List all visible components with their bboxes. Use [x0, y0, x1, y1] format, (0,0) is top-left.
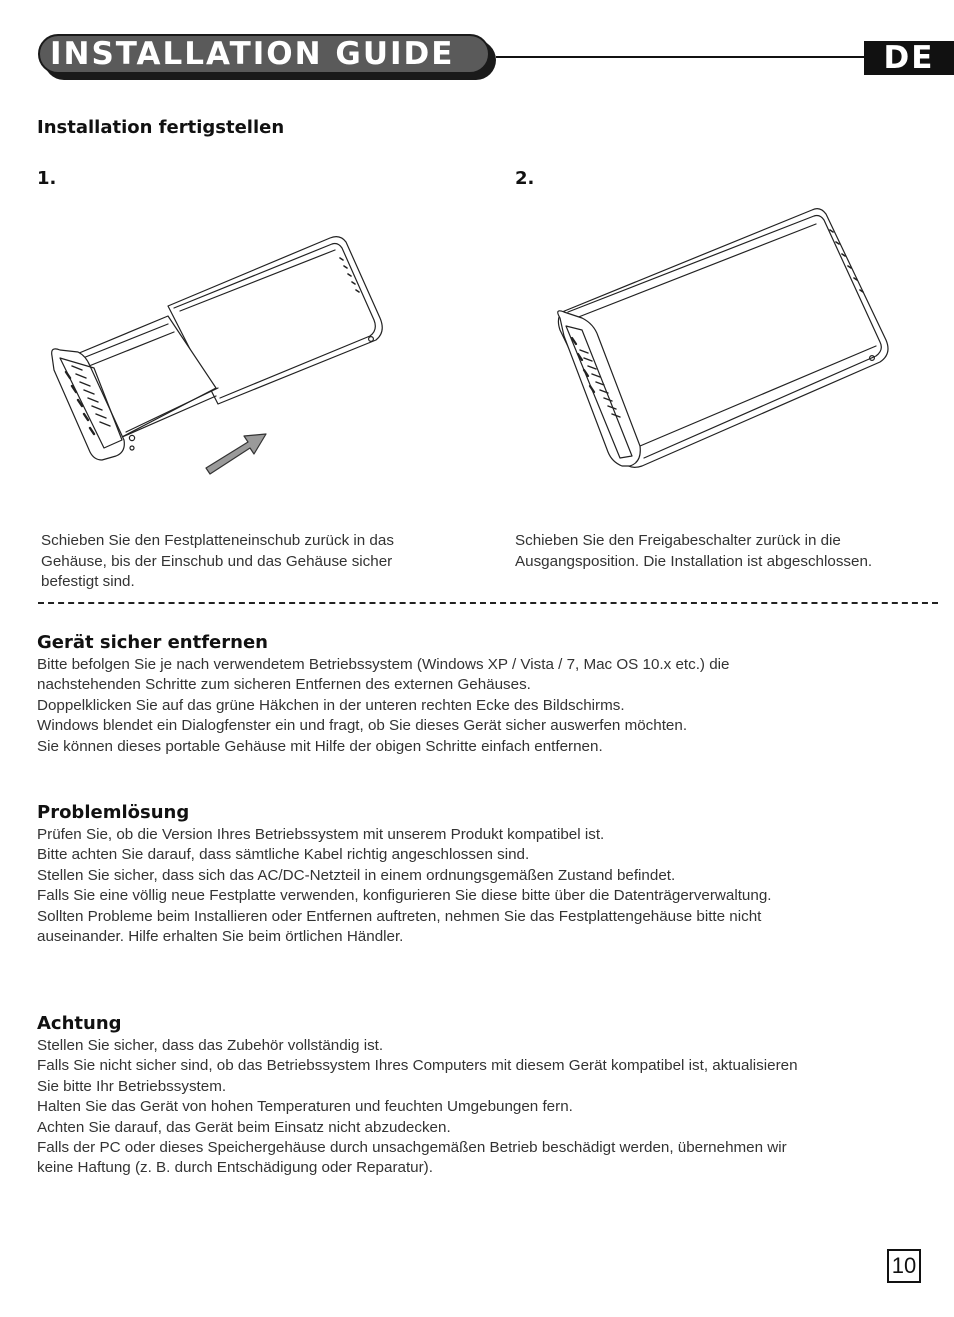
caution-line: Halten Sie das Gerät von hohen Temperaturen und feuchten Umgebungen fern.	[37, 1098, 573, 1116]
troubleshooting-text	[37, 825, 942, 947]
step-2-caption	[515, 531, 950, 572]
caution-line: Falls der PC oder dieses Speichergehäuse durch unsachgemäßen Betrieb beschädigt werden, übernehmen wir	[37, 1139, 787, 1157]
caution-line: Stellen Sie sicher, dass das Zubehör vollständig ist.	[37, 1037, 384, 1054]
remove-line: Doppelklicken Sie auf das grüne Häkchen in der unteren rechten Ecke des Bildschirms.	[37, 696, 625, 714]
language-badge: DE	[864, 41, 954, 75]
step-1-line: befestigt sind.	[41, 573, 135, 590]
caution-line: keine Haftung (z. B. durch Entschädigung oder Reparatur).	[37, 1159, 433, 1177]
step-2-line: Ausgangsposition. Die Installation ist abgeschlossen.	[515, 552, 873, 570]
remove-line: Sie können dieses portable Gehäuse mit Hilfe der obigen Schritte einfach entfernen.	[37, 737, 603, 755]
troubleshooting-line: Falls Sie eine völlig neue Festplatte verwenden, konfigurieren Sie diese bitte über die Datenträgerverwaltung.	[37, 887, 772, 905]
enclosure-closed-illustration	[550, 200, 900, 480]
step-2-line: Schieben Sie den Freigabeschalter zurück in die	[515, 532, 841, 549]
remove-line: nachstehenden Schritte zum sicheren Entfernen des externen Gehäuses.	[37, 676, 531, 694]
troubleshooting-line: Bitte achten Sie darauf, dass sämtliche Kabel richtig angeschlossen sind.	[37, 846, 530, 864]
caution-line: Achten Sie darauf, das Gerät beim Einsatz nicht abzudecken.	[37, 1118, 451, 1136]
header-rule	[496, 56, 866, 58]
page-header	[38, 34, 954, 82]
step-2-number: 2.	[515, 168, 535, 189]
caution-line: Falls Sie nicht sicher sind, ob das Betriebssystem Ihres Computers mit diesem Gerät kompatibel ist, aktualisieren	[37, 1057, 798, 1075]
page-title: INSTALLATION GUIDE	[50, 36, 455, 72]
troubleshooting-line: Prüfen Sie, ob die Version Ihres Betriebssystem mit unserem Produkt kompatibel ist.	[37, 826, 605, 843]
remove-line: Windows blendet ein Dialogfenster ein und fragt, ob Sie dieses Gerät sicher auswerfen möchten.	[37, 717, 688, 735]
remove-heading: Gerät sicher entfernen	[37, 632, 268, 653]
title-pill	[38, 34, 490, 74]
remove-line: Bitte befolgen Sie je nach verwendetem Betriebssystem (Windows XP / Vista / 7, Mac OS 10.x etc.) die	[37, 656, 730, 673]
caution-text	[37, 1036, 942, 1179]
caution-line: Sie bitte Ihr Betriebssystem.	[37, 1077, 227, 1095]
step-1-line: Schieben Sie den Festplatteneinschub zurück in das	[41, 532, 394, 549]
step-1-caption	[41, 531, 481, 593]
remove-text	[37, 655, 942, 757]
troubleshooting-line: Sollten Probleme beim Installieren oder Entfernen auftreten, nehmen Sie das Festplattengehäuse bitte nicht	[37, 907, 762, 925]
troubleshooting-heading: Problemlösung	[37, 802, 190, 823]
page-number: 10	[887, 1249, 921, 1283]
troubleshooting-line: auseinander. Hilfe erhalten Sie beim örtlichen Händler.	[37, 928, 404, 946]
troubleshooting-line: Stellen Sie sicher, dass sich das AC/DC-Netzteil in einem ordnungsgemäßen Zustand befindet.	[37, 866, 676, 884]
installation-heading: Installation fertigstellen	[37, 117, 285, 138]
step-1-number: 1.	[37, 168, 57, 189]
section-divider	[38, 602, 938, 604]
step-1-line: Gehäuse, bis der Einschub und das Gehäuse sicher	[41, 552, 393, 570]
caution-heading: Achtung	[37, 1013, 122, 1034]
enclosure-insert-illustration	[40, 228, 400, 478]
